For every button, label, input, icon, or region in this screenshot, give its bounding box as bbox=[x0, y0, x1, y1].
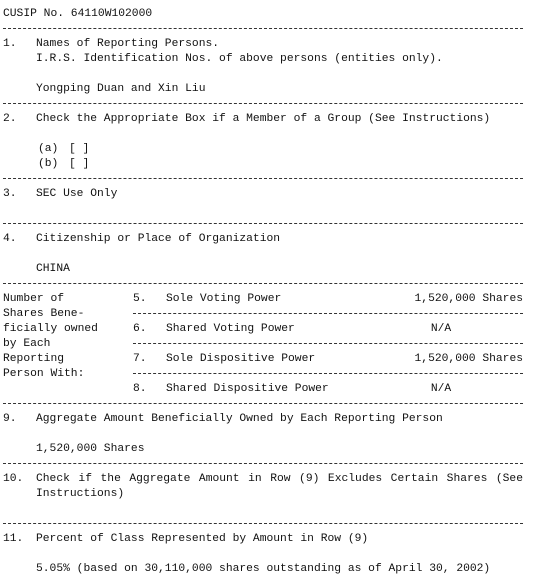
shares-block-label-line: Person With: bbox=[3, 368, 85, 380]
row-9-label: Aggregate Amount Beneficially Owned by Each Reporting Person bbox=[36, 413, 443, 425]
group-option-b-checkbox[interactable]: [ ] bbox=[69, 158, 90, 170]
row-9-number: 9. bbox=[3, 413, 17, 425]
row-10-label-continued: Instructions) bbox=[36, 488, 125, 500]
shared-dispositive-power-value: N/A bbox=[430, 383, 452, 395]
cusip-number: CUSIP No. 64110W102000 bbox=[3, 8, 153, 20]
row-1-sublabel: I.R.S. Identification Nos. of above persons (entities only). bbox=[36, 53, 443, 65]
divider bbox=[3, 28, 523, 29]
row-4-label: Citizenship or Place of Organization bbox=[36, 233, 281, 245]
citizenship-value: CHINA bbox=[36, 263, 70, 275]
row-2-number: 2. bbox=[3, 113, 17, 125]
sole-voting-power-value: 1,520,000 Shares bbox=[414, 293, 523, 305]
row-1-label: Names of Reporting Persons. bbox=[36, 38, 220, 50]
reporting-persons-value: Yongping Duan and Xin Liu bbox=[36, 83, 206, 95]
divider bbox=[133, 373, 523, 374]
row-10-number: 10. bbox=[3, 473, 24, 485]
shares-block-label-line: Shares Bene- bbox=[3, 308, 85, 320]
sole-dispositive-power-value: 1,520,000 Shares bbox=[414, 353, 523, 365]
divider bbox=[3, 463, 523, 464]
row-3-label: SEC Use Only bbox=[36, 188, 118, 200]
divider bbox=[3, 223, 523, 224]
row-11-number: 11. bbox=[3, 533, 24, 545]
row-2-label: Check the Appropriate Box if a Member of a Group (See Instructions) bbox=[36, 113, 491, 125]
percent-of-class-value: 5.05% (based on 30,110,000 shares outstanding as of April 30, 2002) bbox=[36, 563, 491, 575]
divider bbox=[133, 343, 523, 344]
divider bbox=[3, 103, 523, 104]
shares-block-label-line: Number of bbox=[3, 293, 65, 305]
shared-voting-power-value: N/A bbox=[430, 323, 452, 335]
shares-block-label-line: Reporting bbox=[3, 353, 65, 365]
group-option-b-label: (b) bbox=[38, 158, 59, 170]
row-10-label: Check if the Aggregate Amount in Row (9) Excludes Certain Shares (See bbox=[36, 473, 523, 485]
row-3-number: 3. bbox=[3, 188, 17, 200]
aggregate-amount-value: 1,520,000 Shares bbox=[36, 443, 145, 455]
divider bbox=[133, 313, 523, 314]
group-option-a-label: (a) bbox=[38, 143, 59, 155]
row-6-number: 6. bbox=[133, 323, 147, 335]
divider bbox=[3, 403, 523, 404]
row-5-label: Sole Voting Power bbox=[166, 293, 282, 305]
group-option-a-checkbox[interactable]: [ ] bbox=[69, 143, 90, 155]
divider bbox=[3, 178, 523, 179]
row-1-number: 1. bbox=[3, 38, 17, 50]
row-11-label: Percent of Class Represented by Amount in Row (9) bbox=[36, 533, 369, 545]
shares-block-label-line: ficially owned bbox=[3, 323, 98, 335]
divider bbox=[3, 283, 523, 284]
divider bbox=[3, 523, 523, 524]
row-7-label: Sole Dispositive Power bbox=[166, 353, 316, 365]
row-5-number: 5. bbox=[133, 293, 147, 305]
shares-block-label-line: by Each bbox=[3, 338, 51, 350]
row-7-number: 7. bbox=[133, 353, 147, 365]
row-8-number: 8. bbox=[133, 383, 147, 395]
row-6-label: Shared Voting Power bbox=[166, 323, 295, 335]
row-4-number: 4. bbox=[3, 233, 17, 245]
row-8-label: Shared Dispositive Power bbox=[166, 383, 329, 395]
